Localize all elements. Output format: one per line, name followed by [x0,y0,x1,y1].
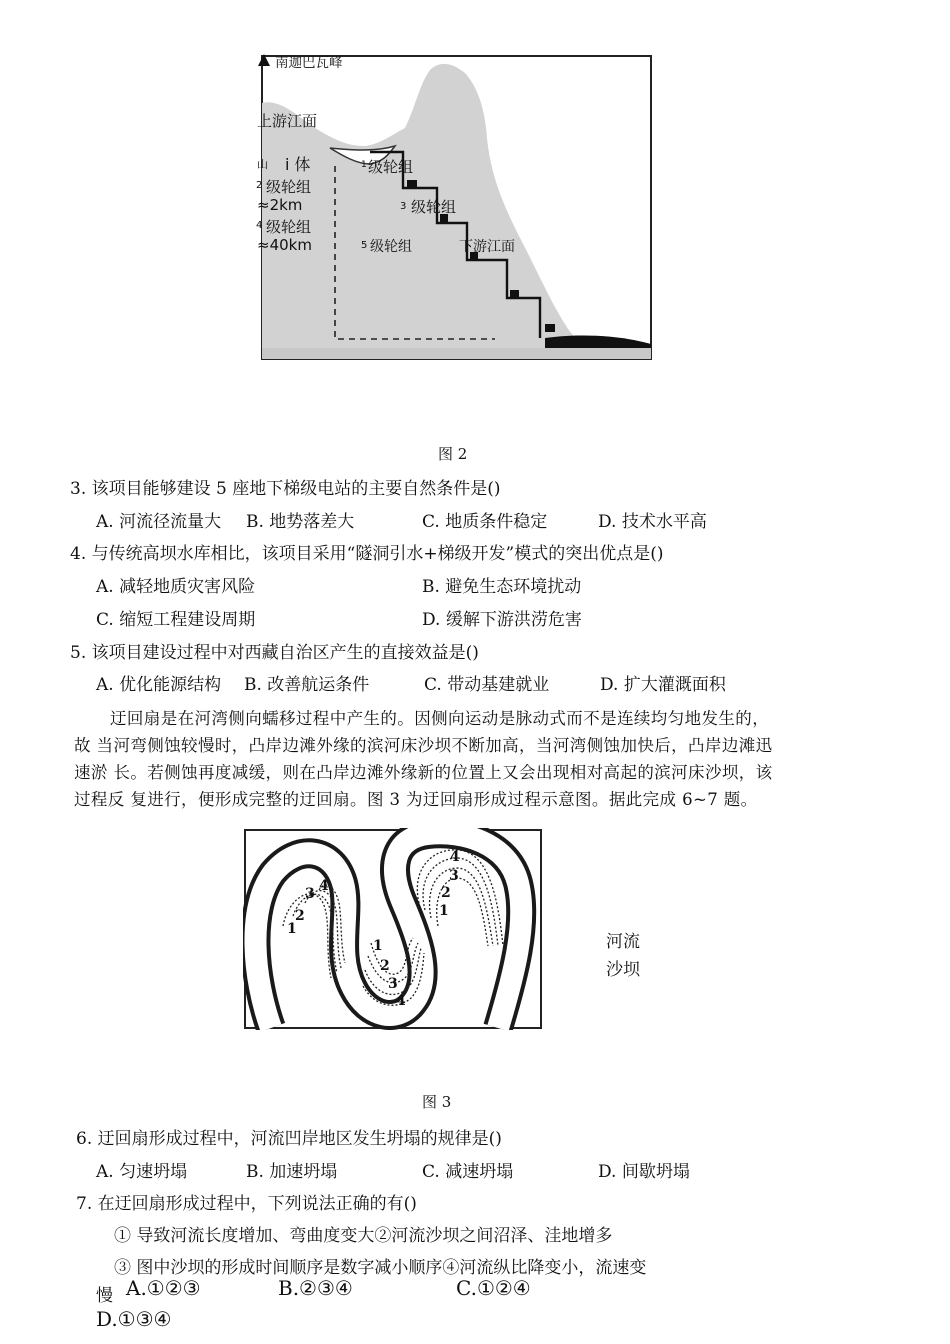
question-4-option-a[interactable]: A. 减轻地质灾害风险 [96,577,256,597]
station-5 [545,324,555,332]
question-7-statement-line-2: ③ 图中沙坝的形成时间顺序是数字减小顺序④河流纵比降变小，流速变 [114,1258,647,1278]
question-3-option-b[interactable]: B. 地势落差大 [246,512,355,532]
question-3-option-a[interactable]: A. 河流径流量大 [96,512,222,532]
level5-num: 5 [361,240,368,251]
bar-number-2-right: 2 [441,885,451,901]
question-4-option-c[interactable]: C. 缩短工程建设周期 [96,610,256,630]
distance-2km: ≈2km [257,196,303,214]
question-7-stem: 7. 在迂回扇形成过程中，下列说法正确的有() [76,1194,417,1214]
bar-number-4-left: 4 [319,878,329,894]
passage-line-4: 过程反 复进行，便形成完整的迂回扇。图 3 为迂回扇形成过程示意图。据此完成 6~7 题。 [74,790,758,809]
figure-2 [255,48,657,364]
passage-line-3: 速淤 长。若侧蚀再度减缓，则在凸岸边滩外缘新的位置上又会出现相对高起的滨河床沙坝，该 [74,763,773,782]
question-7-statement-line-1: ① 导致河流长度增加、弯曲度变大②河流沙坝之间沼泽、洼地增多 [114,1226,613,1246]
figure-3 [243,828,543,1030]
distance-40km: ≈40km [257,236,312,254]
question-5-stem: 5. 该项目建设过程中对西藏自治区产生的直接效益是() [70,643,479,663]
bar-number-3-left: 3 [305,886,315,902]
bar-number-1-left: 1 [287,921,297,937]
level4-label: 级轮组 [266,218,312,236]
station-4 [510,290,519,298]
question-5-option-a[interactable]: A. 优化能源结构 [96,675,222,695]
level2-num: 2 [256,180,263,191]
question-6-option-b[interactable]: B. 加速坍塌 [246,1162,338,1182]
bar-number-4-mid: 4 [396,993,406,1009]
question-3-option-d[interactable]: D. 技术水平高 [598,512,707,532]
question-7-option-a[interactable]: A.①②③ [126,1276,201,1300]
level4-num: 4 [256,220,263,231]
question-3-stem: 3. 该项目能够建设 5 座地下梯级电站的主要自然条件是() [70,479,501,499]
question-7-option-b[interactable]: B.②③④ [278,1276,353,1300]
question-6-stem: 6. 迂回扇形成过程中，河流凹岸地区发生坍塌的规律是() [76,1129,502,1149]
level2-label: 级轮组 [266,178,312,196]
bar-number-1-right: 1 [439,903,449,919]
legend-river: 河流 [606,932,640,952]
lower-river-label: 下游江面 [459,239,515,255]
mountain-label: 山 [257,158,268,171]
station-1 [407,180,417,188]
question-3-option-c[interactable]: C. 地质条件稳定 [422,512,548,532]
question-5-option-d[interactable]: D. 扩大灌溉面积 [600,675,726,695]
question-4-option-b[interactable]: B. 避免生态环境扰动 [422,577,582,597]
question-6-option-d[interactable]: D. 间歇坍塌 [598,1162,690,1182]
question-5-option-b[interactable]: B. 改善航运条件 [244,675,370,695]
question-4-stem: 4. 与传统高坝水库相比，该项目采用“隧洞引水+梯级开发”模式的突出优点是() [70,544,664,564]
figure-3-caption: 图 3 [422,1093,452,1111]
question-6-option-c[interactable]: C. 减速坍塌 [422,1162,514,1182]
legend-sandbar: 沙坝 [606,960,640,980]
bar-number-4-right: 4 [450,849,460,865]
bar-number-2-left: 2 [295,908,305,924]
level1-num: 1 [361,160,367,170]
figure-2-caption: 图 2 [438,445,468,463]
bar-number-1-mid: 1 [373,938,383,954]
i-body-label: i 体 [285,155,311,174]
upper-river-label: 上游江面 [257,112,318,130]
passage-line-2: 故 当河弯侧蚀较慢时，凸岸边滩外缘的滨河床沙坝不断加高，当河湾侧蚀加快后，凸岸边滩迅 [74,736,773,755]
level3-label: 级轮组 [411,198,457,216]
question-5-option-c[interactable]: C. 带动基建就业 [424,675,550,695]
level1-label: 级轮组 [368,158,414,176]
passage-line-1: 迂回扇是在河湾侧向蠕移过程中产生的。因侧向运动是脉动式而不是连续均匀地发生的， [110,709,770,728]
level3-num: 3 [400,201,407,212]
bar-number-3-mid: 3 [388,976,398,992]
question-7-option-d[interactable]: D.①③④ [96,1307,172,1331]
question-6-option-a[interactable]: A. 匀速坍塌 [96,1162,188,1182]
level5-label: 级轮组 [370,239,412,255]
bar-number-2-mid: 2 [380,958,390,974]
question-7-statement-line-3: 慢 [96,1286,113,1306]
question-7-option-c[interactable]: C.①②④ [456,1276,531,1300]
bar-number-3-right: 3 [449,868,459,884]
question-4-option-d[interactable]: D. 缓解下游洪涝危害 [422,610,582,630]
peak-label: 南迦巴瓦峰 [275,55,343,71]
